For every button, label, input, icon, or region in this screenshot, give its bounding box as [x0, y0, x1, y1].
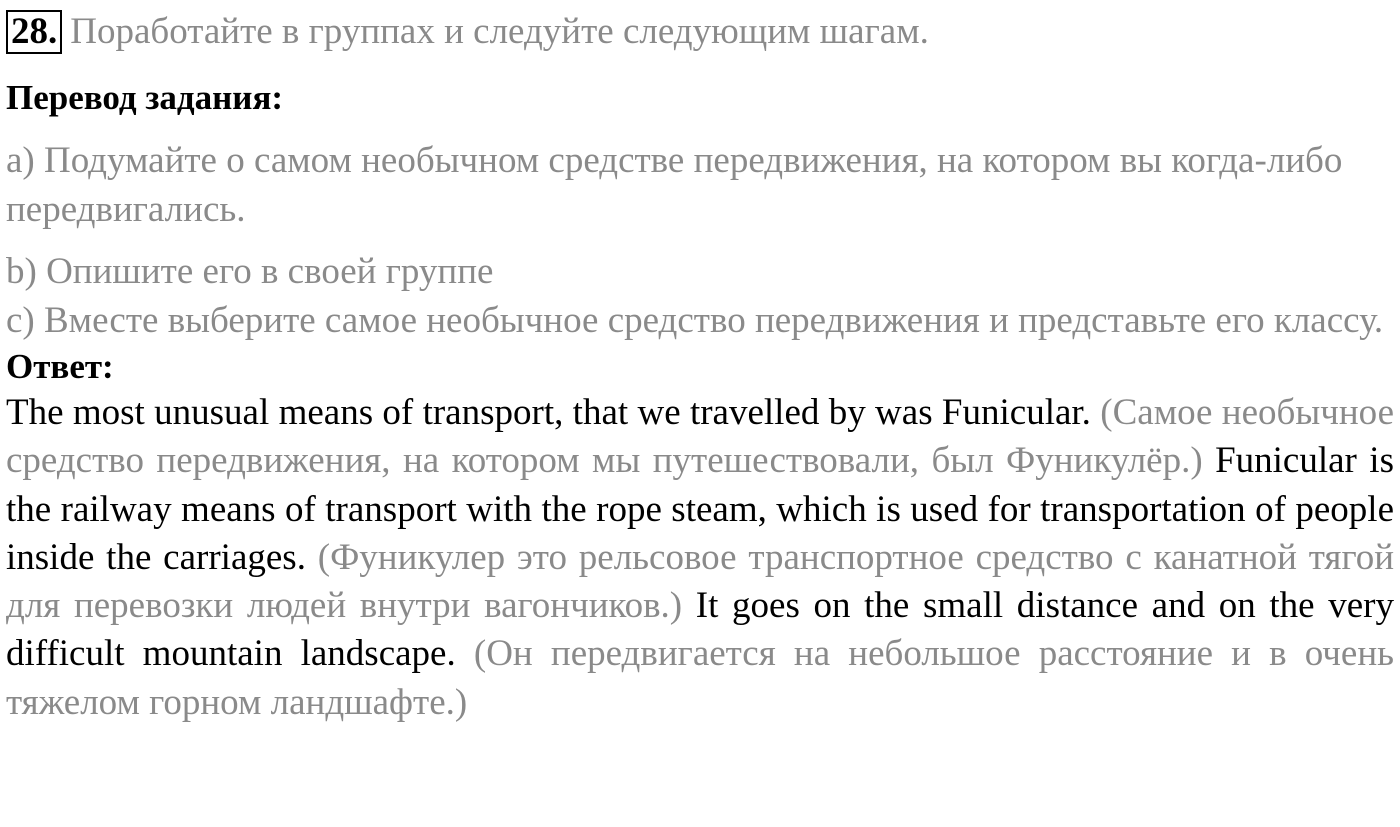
answer-paragraph — [6, 389, 1394, 727]
task-title-row — [6, 4, 1394, 58]
answer-russian-translation: (Самое необычное средство передвижения, на котором мы путешествовали, был Фуникулёр.) — [6, 392, 1394, 482]
answer-english-sentence: It goes on the small distance and on the very difficult mountain landscape. — [6, 585, 1394, 675]
task-instruction: Поработайте в группах и следуйте следующим шагам. — [70, 10, 929, 52]
answer-english-sentence: The most unusual means of transport, that we travelled by was Funicular. — [6, 392, 1101, 433]
answer-russian-translation: (Он передвигается на небольшое расстояние и в очень тяжелом горном ландшафте.) — [6, 633, 1394, 723]
translation-item-b: b) Опишите его в своей группе — [6, 251, 494, 292]
document-page — [6, 4, 1394, 727]
task-number-badge: 28. — [6, 10, 62, 54]
translation-item-a: а) Подумайте о самом необычном средстве передвижения, на котором вы когда-либо передвигались. — [6, 140, 1343, 230]
translation-heading: Перевод задания: — [6, 78, 284, 117]
translation-item-c: с) Вместе выберите самое необычное средство передвижения и представьте его классу. — [6, 300, 1384, 341]
answer-english-sentence: Funicular is the railway means of transport with the rope steam, which is used for transportation of people inside the carriages. — [6, 440, 1394, 578]
answer-heading: Ответ: — [6, 347, 114, 386]
answer-russian-translation: (Фуникулер это рельсовое транспортное средство с канатной тягой для перевозки людей внутри вагончиков.) — [6, 536, 1395, 627]
